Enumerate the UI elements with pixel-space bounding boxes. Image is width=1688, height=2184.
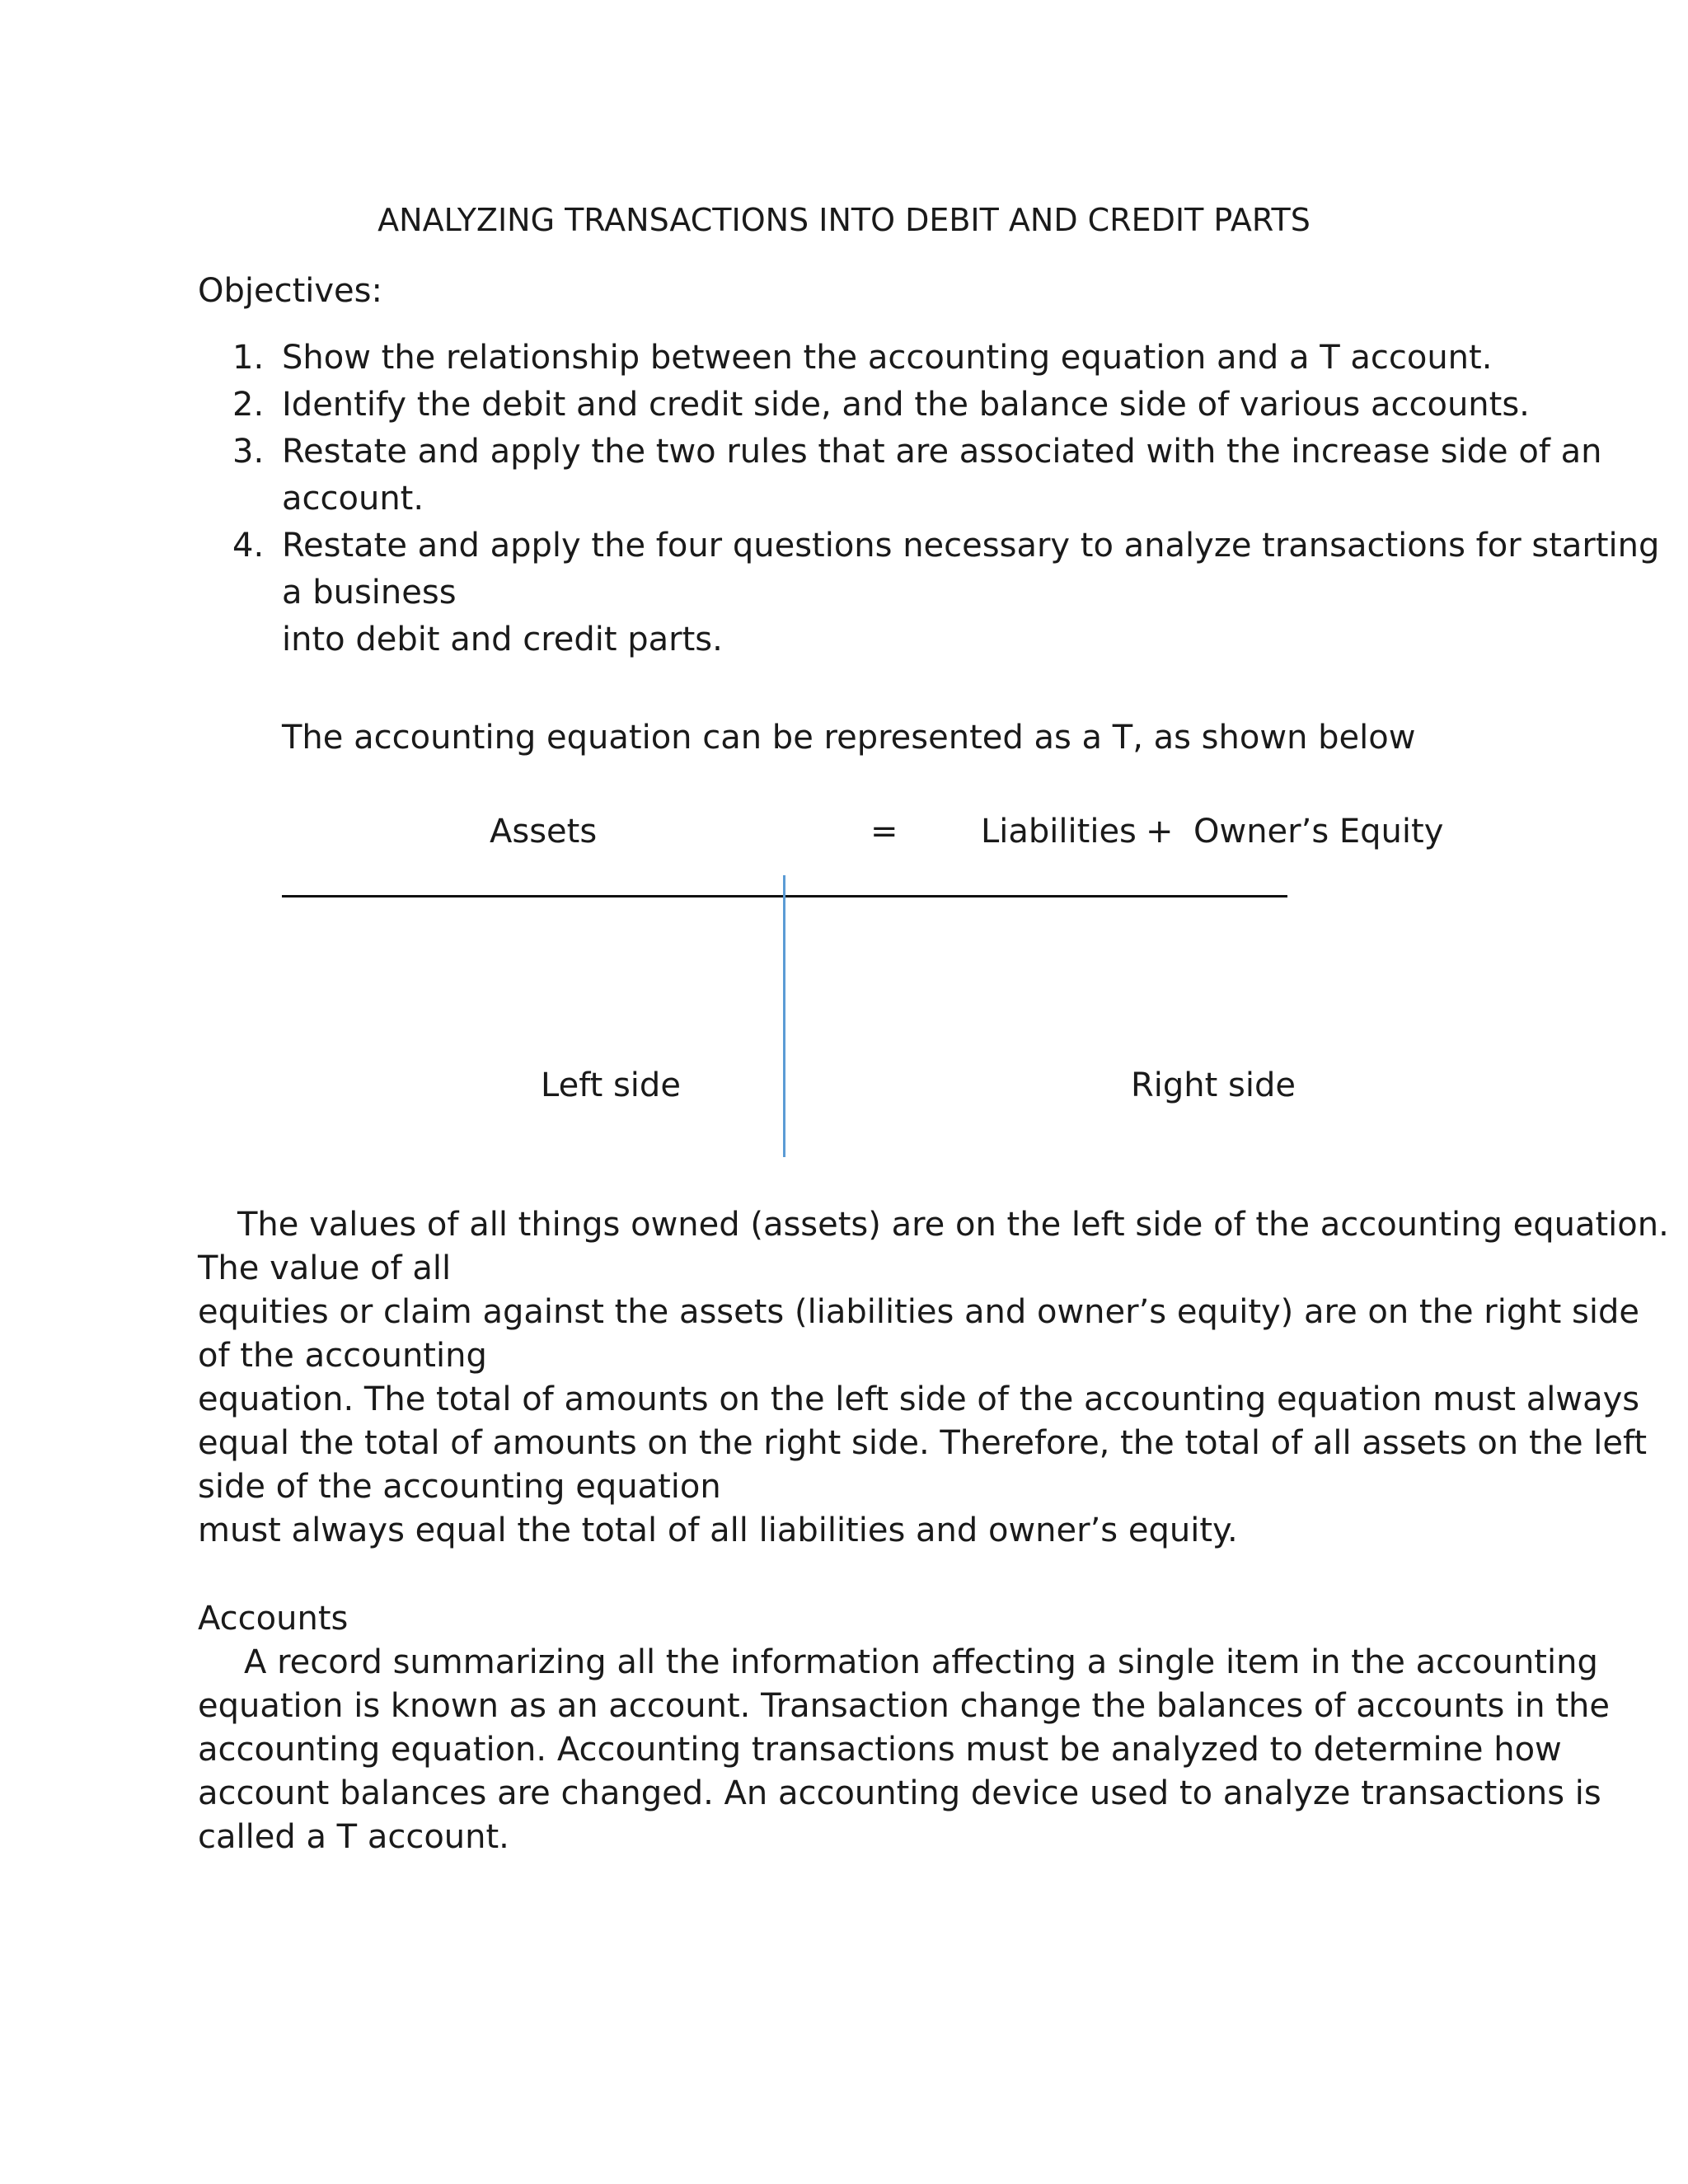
objective-number: 4. xyxy=(232,527,265,565)
t-left-side-label: Left side xyxy=(541,1066,681,1104)
t-plus-sign: + xyxy=(1146,813,1174,851)
objective-number: 3. xyxy=(232,433,265,471)
objective-text: a business xyxy=(282,574,457,612)
objectives-list xyxy=(198,335,1660,663)
accounts-heading: Accounts xyxy=(198,1600,349,1638)
page-title: ANALYZING TRANSACTIONS INTO DEBIT AND CREDIT PARTS xyxy=(377,202,1311,238)
paragraph-line: must always equal the total of all liabilities and owner’s equity. xyxy=(198,1511,1238,1549)
paragraph-line: equation. The total of amounts on the left side of the accounting equation must always xyxy=(198,1380,1640,1418)
paragraph-line: side of the accounting equation xyxy=(198,1468,721,1506)
objective-item xyxy=(198,429,1602,523)
objective-item xyxy=(198,523,1660,663)
objective-text: Restate and apply the two rules that are associated with the increase side of an xyxy=(282,433,1602,471)
objectives-heading: Objectives: xyxy=(198,272,382,310)
paragraph-line: equities or claim against the assets (liabilities and owner’s equity) are on the right side xyxy=(198,1293,1639,1331)
objective-text: Restate and apply the four questions necessary to analyze transactions for starting xyxy=(282,527,1660,565)
paragraph-line: called a T account. xyxy=(198,1818,509,1856)
objective-item xyxy=(198,335,1500,382)
t-assets-label: Assets xyxy=(490,813,598,851)
t-owners-equity-label: Owner’s Equity xyxy=(1193,813,1444,851)
paragraph-line: equation is known as an account. Transaction change the balances of accounts in the xyxy=(198,1687,1610,1725)
t-right-side-label: Right side xyxy=(1131,1066,1296,1104)
objective-number: 2. xyxy=(232,386,265,424)
objective-text: Identify the debit and credit side, and the balance side of various accounts. xyxy=(282,386,1530,424)
paragraph-line: accounting equation. Accounting transactions must be analyzed to determine how xyxy=(198,1731,1562,1769)
objective-text: into debit and credit parts. xyxy=(282,621,723,658)
objective-text: Show the relationship between the accounting equation and a T account. xyxy=(282,339,1493,377)
paragraph-line: equal the total of amounts on the right side. Therefore, the total of all assets on the left xyxy=(198,1424,1648,1462)
paragraph-line: A record summarizing all the information affecting a single item in the accounting xyxy=(244,1643,1598,1681)
objective-number: 1. xyxy=(232,339,265,377)
objective-item xyxy=(198,382,1530,429)
objective-text: account. xyxy=(282,480,424,518)
t-account-vertical-line xyxy=(783,875,785,1157)
paragraph-line: of the accounting xyxy=(198,1337,487,1375)
paragraph-line: account balances are changed. An accounting device used to analyze transactions is xyxy=(198,1774,1601,1812)
t-equals-sign: = xyxy=(870,813,898,851)
paragraph-line: The values of all things owned (assets) are on the left side of the accounting equation. xyxy=(237,1206,1669,1244)
paragraph-line: The value of all xyxy=(198,1249,452,1287)
equation-intro: The accounting equation can be represented as a T, as shown below xyxy=(282,719,1416,757)
t-liabilities-label: Liabilities xyxy=(981,813,1137,851)
